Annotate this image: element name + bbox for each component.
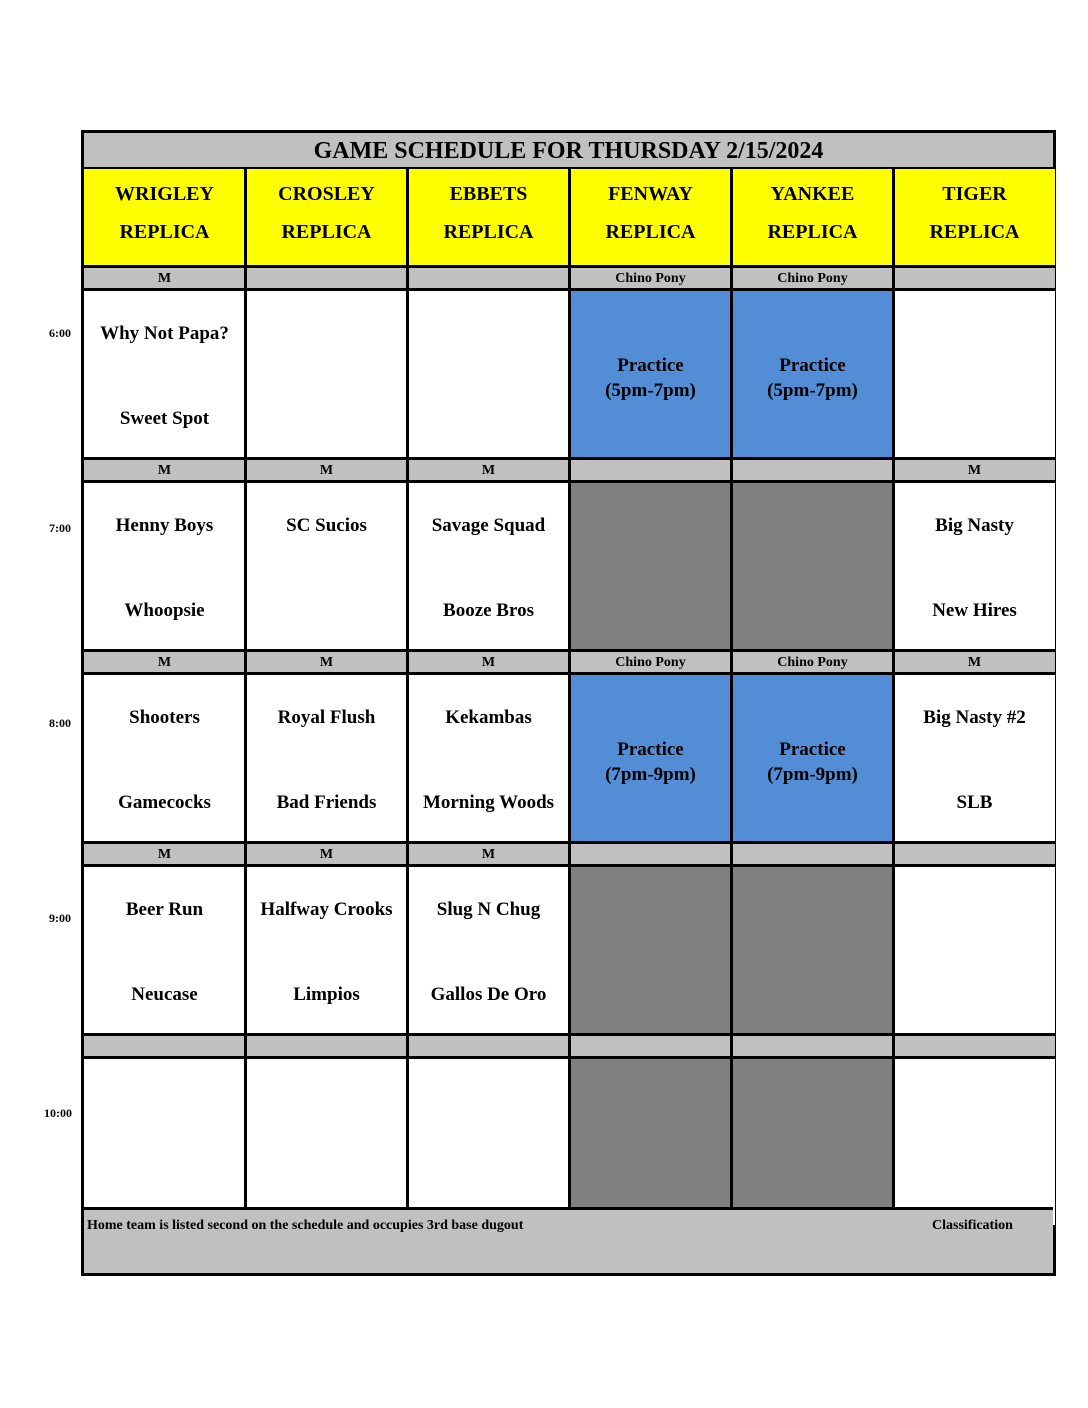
field-name: YANKEE xyxy=(770,183,855,205)
classification-cell xyxy=(732,1036,893,1059)
game-slot xyxy=(894,483,1055,652)
unavailable-slot xyxy=(570,867,731,1036)
classification-cell: M xyxy=(84,268,245,291)
classification-cell: M xyxy=(246,652,407,675)
away-team: Kekambas xyxy=(445,707,532,728)
game-slot xyxy=(246,483,407,652)
classification-cell: M xyxy=(246,844,407,867)
practice-time: (7pm-9pm) xyxy=(605,764,696,785)
classification-cell xyxy=(732,460,893,483)
classification-cell: Chino Pony xyxy=(570,268,731,291)
classification-cell xyxy=(408,1036,569,1059)
field-header xyxy=(246,169,407,268)
open-slot xyxy=(246,291,407,460)
game-slot xyxy=(84,291,245,460)
home-team: New Hires xyxy=(932,600,1017,621)
unavailable-slot xyxy=(570,1059,731,1228)
classification-cell xyxy=(894,1036,1055,1059)
field-name: WRIGLEY xyxy=(115,183,214,205)
column-divider xyxy=(568,169,571,1243)
field-header xyxy=(408,169,569,268)
field-type: REPLICA xyxy=(119,221,210,243)
away-team: Big Nasty xyxy=(935,515,1014,536)
practice-title: Practice xyxy=(779,355,846,376)
schedule-table xyxy=(81,130,1056,1276)
practice-title: Practice xyxy=(779,739,846,760)
home-team: Bad Friends xyxy=(276,792,377,813)
away-team: Royal Flush xyxy=(277,707,376,728)
field-column-tiger xyxy=(894,169,1055,1243)
classification-cell: M xyxy=(246,460,407,483)
field-column-ebbets xyxy=(408,169,569,1243)
classification-cell xyxy=(732,844,893,867)
away-team: Slug N Chug xyxy=(436,899,541,920)
practice-slot xyxy=(570,675,731,844)
game-slot xyxy=(894,675,1055,844)
practice-time: (5pm-7pm) xyxy=(767,380,858,401)
field-column-wrigley xyxy=(84,169,245,1243)
away-team: Big Nasty #2 xyxy=(923,707,1026,728)
home-team: Gallos De Oro xyxy=(430,984,547,1005)
time-label: 10:00 xyxy=(44,1106,72,1120)
game-slot xyxy=(84,867,245,1036)
away-team: SC Sucios xyxy=(286,515,367,536)
classification-cell: M xyxy=(84,652,245,675)
home-team: Gamecocks xyxy=(118,792,211,813)
field-header xyxy=(570,169,731,268)
game-slot xyxy=(246,675,407,844)
practice-slot xyxy=(732,675,893,844)
practice-label xyxy=(732,737,893,787)
open-slot xyxy=(894,291,1055,460)
field-column-crosley xyxy=(246,169,407,1243)
field-columns xyxy=(84,169,1053,1273)
classification-cell xyxy=(84,1036,245,1059)
unavailable-slot xyxy=(732,1059,893,1228)
field-type: REPLICA xyxy=(281,221,372,243)
classification-cell xyxy=(570,1036,731,1059)
time-label: 7:00 xyxy=(49,521,71,535)
unavailable-slot xyxy=(570,483,731,652)
field-column-fenway xyxy=(570,169,731,1243)
field-type: REPLICA xyxy=(605,221,696,243)
away-team: Henny Boys xyxy=(115,515,214,536)
page-title: GAME SCHEDULE FOR THURSDAY 2/15/2024 xyxy=(84,133,1053,169)
field-header xyxy=(894,169,1055,268)
unavailable-slot xyxy=(732,867,893,1036)
classification-cell xyxy=(570,460,731,483)
home-team: SLB xyxy=(956,792,993,813)
classification-cell: Chino Pony xyxy=(732,652,893,675)
classification-cell: Chino Pony xyxy=(732,268,893,291)
time-label: 6:00 xyxy=(49,326,71,340)
away-team: Shooters xyxy=(129,707,200,728)
practice-title: Practice xyxy=(617,739,684,760)
classification-cell xyxy=(246,268,407,291)
practice-slot xyxy=(732,291,893,460)
practice-slot xyxy=(570,291,731,460)
footer-bar xyxy=(84,1207,1053,1273)
time-label: 9:00 xyxy=(49,911,71,925)
practice-label xyxy=(732,353,893,403)
classification-cell: M xyxy=(84,844,245,867)
classification-cell: M xyxy=(894,460,1055,483)
game-slot xyxy=(408,675,569,844)
classification-cell xyxy=(570,844,731,867)
field-name: TIGER xyxy=(942,183,1007,205)
classification-cell: M xyxy=(84,460,245,483)
footer-note: Home team is listed second on the schedule and occupies 3rd base dugout xyxy=(87,1218,524,1233)
column-divider xyxy=(406,169,409,1243)
time-label: 8:00 xyxy=(49,716,71,730)
away-team: Halfway Crooks xyxy=(260,899,393,920)
away-team: Why Not Papa? xyxy=(100,323,229,344)
field-type: REPLICA xyxy=(443,221,534,243)
home-team: Sweet Spot xyxy=(119,408,210,429)
field-name: FENWAY xyxy=(608,183,693,205)
home-team: Neucase xyxy=(131,984,198,1005)
home-team: Morning Woods xyxy=(422,792,555,813)
home-team: Limpios xyxy=(293,984,360,1005)
classification-cell: M xyxy=(408,844,569,867)
field-header xyxy=(732,169,893,268)
practice-label xyxy=(570,737,731,787)
column-divider xyxy=(892,169,895,1243)
game-slot xyxy=(84,483,245,652)
field-name: EBBETS xyxy=(449,183,528,205)
classification-cell xyxy=(894,844,1055,867)
open-slot xyxy=(408,1059,569,1228)
open-slot xyxy=(408,291,569,460)
classification-cell xyxy=(408,268,569,291)
home-team: Whoopsie xyxy=(124,600,205,621)
practice-time: (5pm-7pm) xyxy=(605,380,696,401)
classification-cell: M xyxy=(408,652,569,675)
open-slot xyxy=(894,867,1055,1036)
open-slot xyxy=(894,1059,1055,1228)
classification-cell: Chino Pony xyxy=(570,652,731,675)
classification-cell: M xyxy=(894,652,1055,675)
field-type: REPLICA xyxy=(767,221,858,243)
field-type: REPLICA xyxy=(929,221,1020,243)
unavailable-slot xyxy=(732,483,893,652)
game-slot xyxy=(408,867,569,1036)
practice-label xyxy=(570,353,731,403)
column-divider xyxy=(730,169,733,1243)
field-name: CROSLEY xyxy=(278,183,375,205)
game-slot xyxy=(408,483,569,652)
classification-label: Classification xyxy=(932,1218,1013,1233)
classification-cell xyxy=(246,1036,407,1059)
away-team: Beer Run xyxy=(125,899,204,920)
classification-cell: M xyxy=(408,460,569,483)
home-team: Booze Bros xyxy=(443,600,534,621)
open-slot xyxy=(246,1059,407,1228)
practice-time: (7pm-9pm) xyxy=(767,764,858,785)
field-column-yankee xyxy=(732,169,893,1243)
away-team: Savage Squad xyxy=(431,515,546,536)
game-slot xyxy=(84,675,245,844)
practice-title: Practice xyxy=(617,355,684,376)
classification-cell xyxy=(894,268,1055,291)
game-slot xyxy=(246,867,407,1036)
column-divider xyxy=(244,169,247,1243)
field-header xyxy=(84,169,245,268)
open-slot xyxy=(84,1059,245,1228)
